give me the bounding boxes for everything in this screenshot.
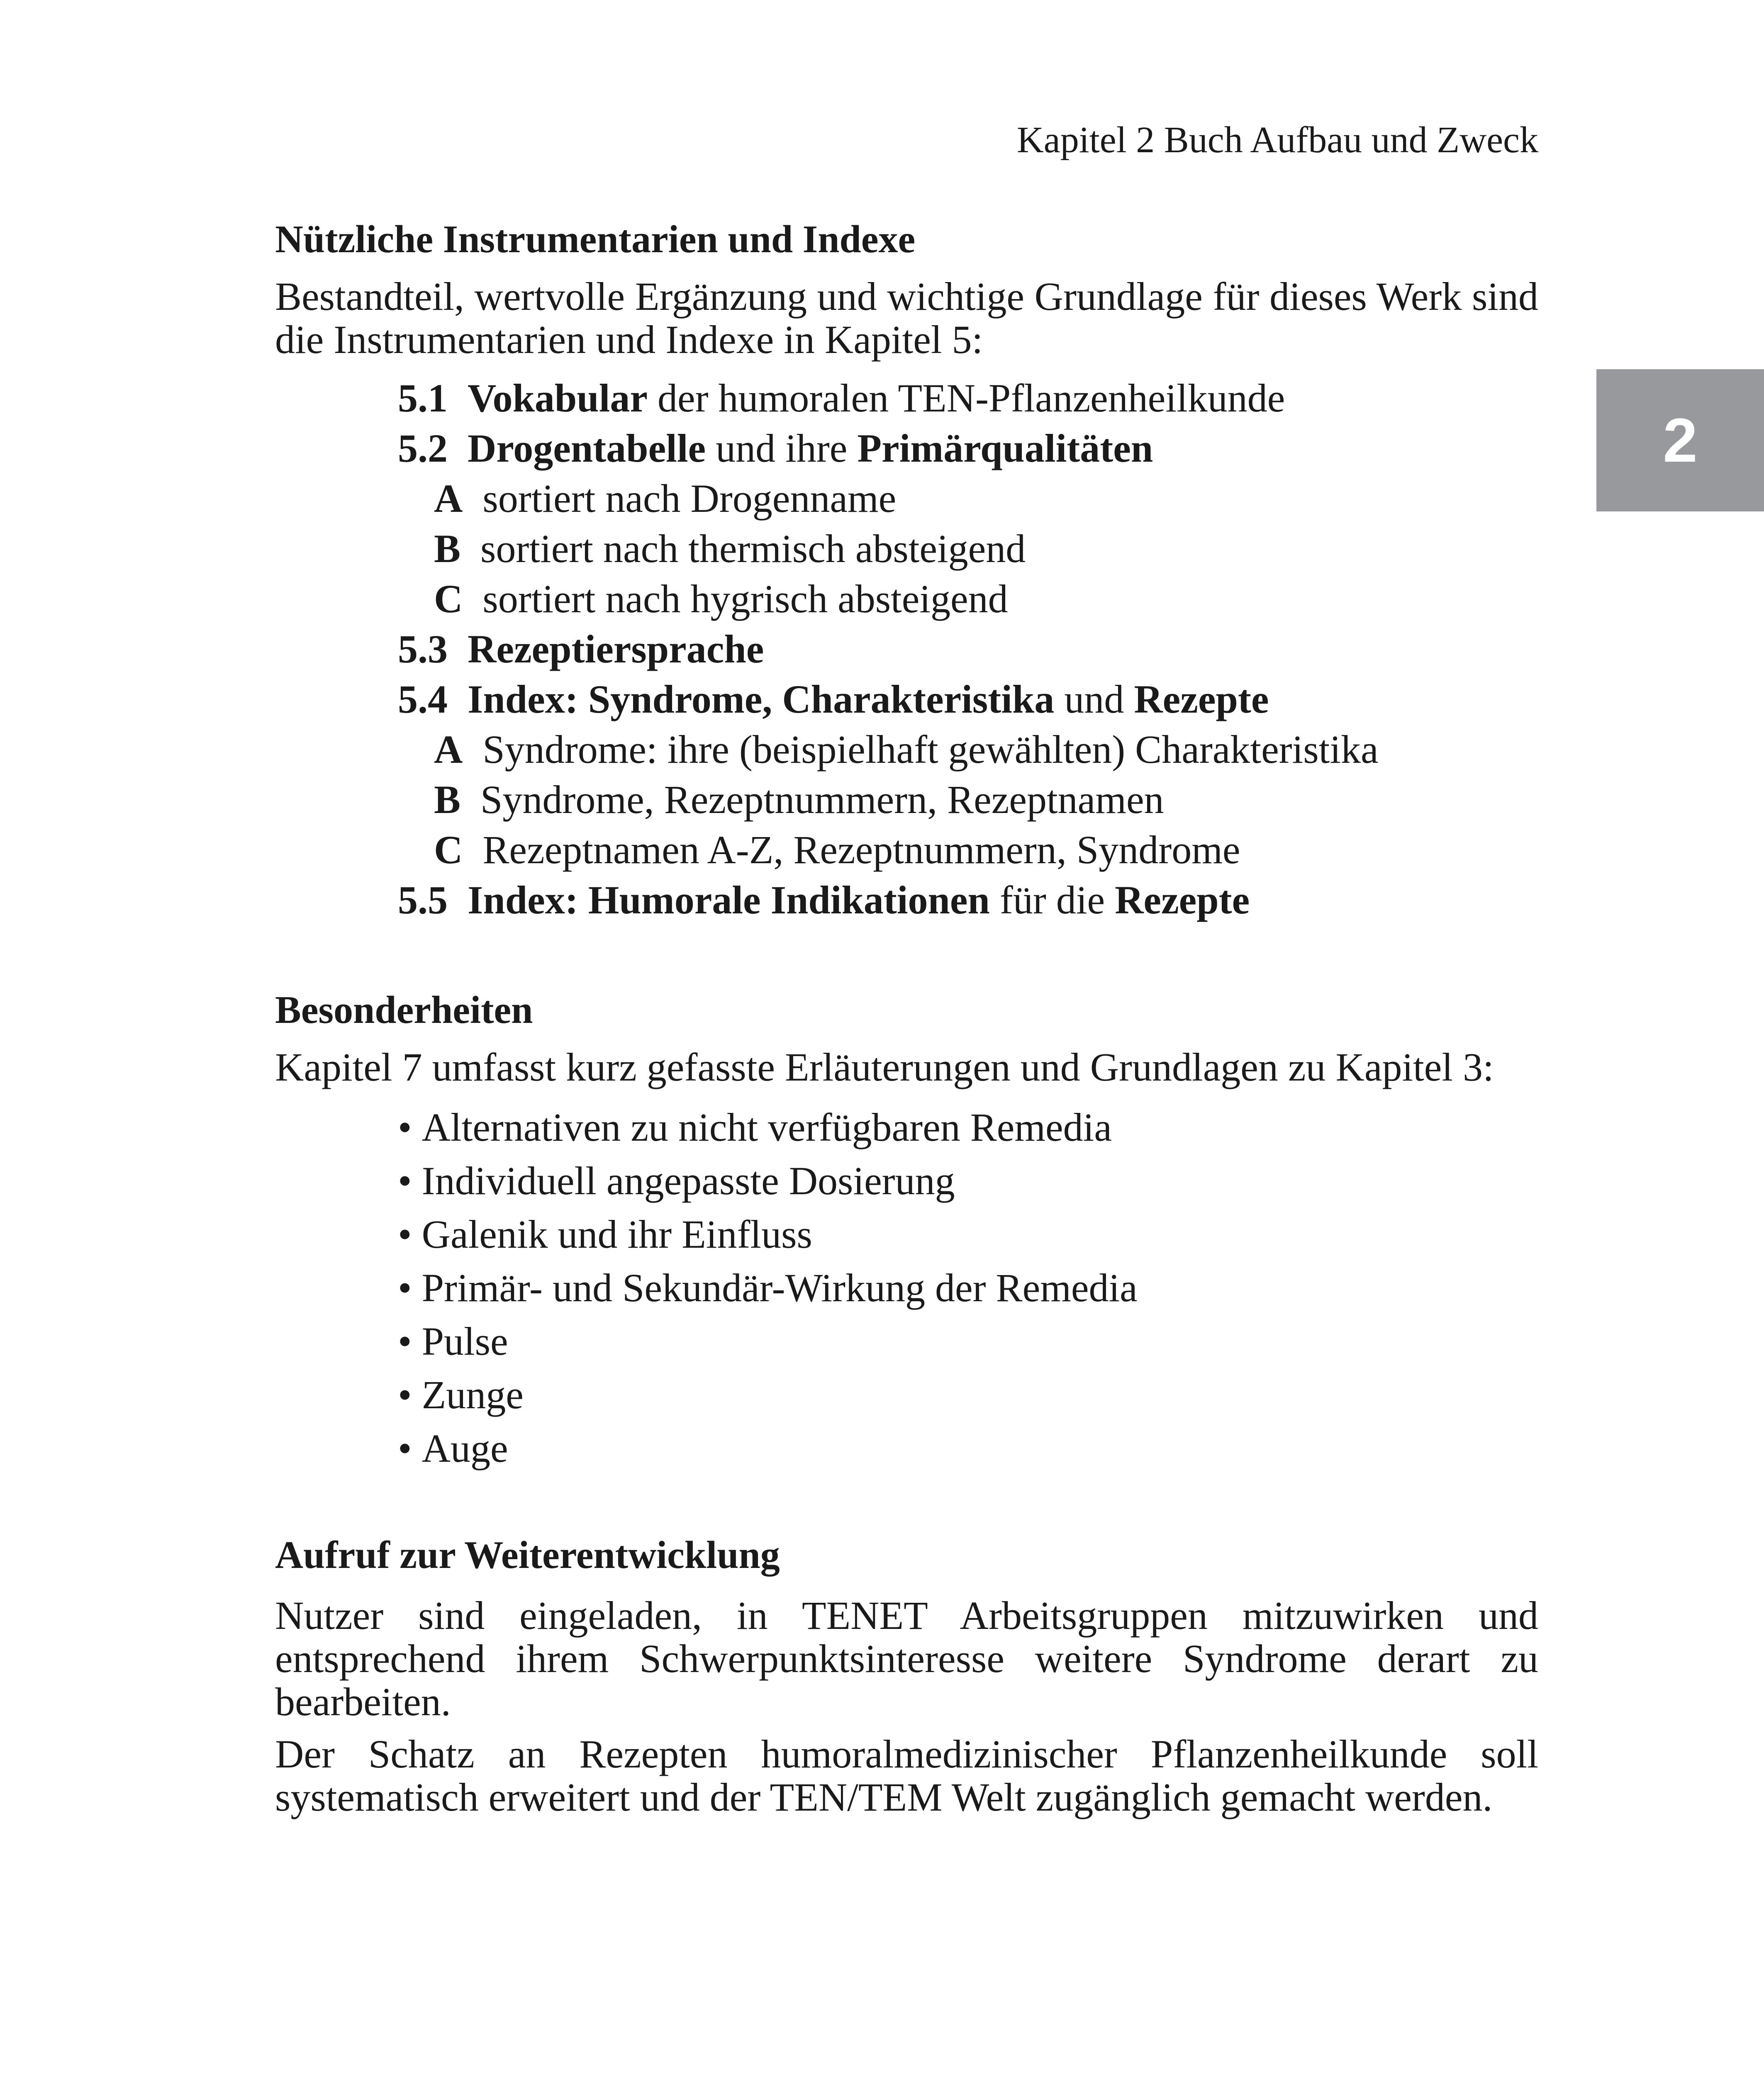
- section-heading-call: Aufruf zur Weiterentwicklung: [275, 1534, 780, 1577]
- chapter7-topics-list: [275, 1100, 1538, 1475]
- bullet-item: • Zunge: [398, 1373, 524, 1417]
- list-subitem-5-2-a: A sortiert nach Drogenname: [434, 476, 897, 521]
- list-item-5-3: 5.3 Rezeptiersprache: [398, 627, 764, 671]
- section-heading-special: Besonderheiten: [275, 988, 533, 1032]
- chapter-tab: [1596, 369, 1764, 511]
- list-subitem-5-2-b: B sortiert nach thermisch absteigend: [434, 526, 1026, 571]
- chapter-tab-number: 2: [1663, 405, 1698, 475]
- special-intro: Kapitel 7 umfasst kurz gefasste Erläuterungen und Grundlagen zu Kapitel 3:: [275, 1045, 1494, 1089]
- bullet-item: • Galenik und ihr Einfluss: [398, 1212, 812, 1256]
- list-subitem-5-2-c: C sortiert nach hygrisch absteigend: [434, 577, 1008, 621]
- bullet-item: • Individuell angepasste Dosierung: [398, 1159, 955, 1203]
- call-paragraph-1: Nutzer sind eingeladen, in TENET Arbeitsgruppen mitzuwirken und entsprechend ihrem Schwerpunktsinteresse weitere Syndrome derart zu bearbeiten.: [275, 1593, 1538, 1724]
- bullet-item: • Pulse: [398, 1319, 508, 1363]
- section-heading-tools: Nützliche Instrumentarien und Indexe: [275, 218, 916, 261]
- chapter5-index-list: [275, 373, 1538, 925]
- list-subitem-5-4-a: A Syndrome: ihre (beispielhaft gewählten) Charakteristika: [434, 727, 1379, 772]
- list-item-5-2: 5.2 Drogentabelle und ihre Primärqualitäten: [398, 426, 1153, 470]
- running-head: Kapitel 2 Buch Aufbau und Zweck: [1016, 119, 1538, 161]
- section-special: [275, 986, 1538, 1475]
- bullet-item: • Primär- und Sekundär-Wirkung der Remedia: [398, 1266, 1138, 1310]
- list-item-5-1: 5.1 Vokabular der humoralen TEN-Pflanzenheilkunde: [398, 376, 1285, 420]
- tools-intro: Bestandteil, wertvolle Ergänzung und wichtige Grundlage für dieses Werk sind die Instrumentarien und Indexe in Kapitel 5:: [275, 274, 1538, 362]
- section-call: [275, 1531, 1538, 1819]
- call-paragraph-2: Der Schatz an Rezepten humoralmedizinischer Pflanzenheilkunde soll systematisch erweitert und der TEN/TEM Welt zugänglich gemacht werden.: [275, 1732, 1538, 1819]
- list-item-5-5: 5.5 Index: Humorale Indikationen für die Rezepte: [398, 878, 1250, 922]
- bullet-item: • Auge: [398, 1426, 508, 1470]
- page-content: [275, 216, 1538, 1819]
- list-item-5-4: 5.4 Index: Syndrome, Charakteristika und Rezepte: [398, 677, 1269, 721]
- list-subitem-5-4-c: C Rezeptnamen A-Z, Rezeptnummern, Syndrome: [434, 828, 1240, 872]
- bullet-item: • Alternativen zu nicht verfügbaren Remedia: [398, 1105, 1112, 1149]
- section-tools: [275, 216, 1538, 925]
- list-subitem-5-4-b: B Syndrome, Rezeptnummern, Rezeptnamen: [434, 777, 1164, 822]
